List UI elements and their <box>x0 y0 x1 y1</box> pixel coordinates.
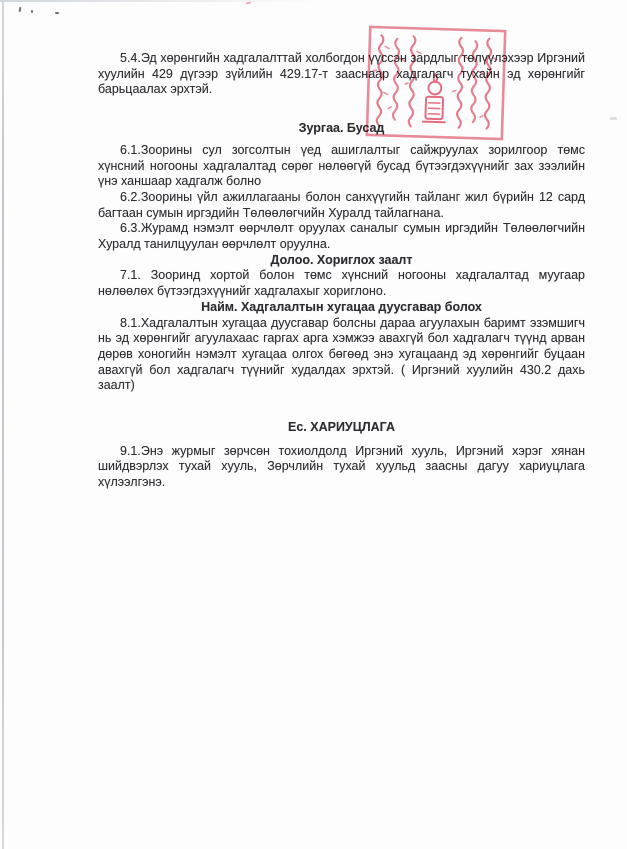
clause-8-1: 8.1.Хадгалалтын хугацаа дуусгавар болсны дараа агуулахын баримт эзэмшигч нь эд хөрөнгийг агуулахаас гаргах арга хэмжээ авахгүй бол хадгалагч түүнд арван дөрөв хоногийн нэмэлт хугацаа олгох бөгөөд энэ хугацаанд эд хөрөнгийг буцаан авахгүй бол хадгалагч түүнийг худалдах эрхтэй. ( Иргэний хуулийн 430.2 дахь заалт) <box>98 315 585 393</box>
scan-edge-artifact-top <box>0 0 320 2</box>
scan-smudge <box>610 117 617 120</box>
clause-7-1: 7.1. Зооринд хортой болон төмс хүнсний ногооны хадгалалтад муугаар нөлөөлөх бүтээгдэхүүнийг хадгалахыг хориглоно. <box>98 268 585 299</box>
red-ink-speck <box>246 2 251 5</box>
section-heading-nine: Ес. ХАРИУЦЛАГА <box>288 420 395 435</box>
pencil-speck <box>19 7 22 12</box>
clause-6-2: 6.2.Зоорины үйл ажиллагааны болон санхүүгийн тайланг жил бүрийн 12 сард багтаан сумын иргэдийн Төлөөлөгчийн Хуралд тайлагнана. <box>98 189 585 220</box>
pencil-speck <box>31 10 33 13</box>
clause-6-1: 6.1.Зоорины сул зогсолтын үед ашиглалтыг сайжруулах зорилгоор төмс хүнсний ногооны хадгалалтад сөрөг нөлөөгүй бусад бүтээгдэхүүнийг зах зээлийн үнэ ханшаар хадгалж болно <box>98 142 585 189</box>
section-heading-eight: Найм. Хадгалалтын хугацаа дуусгавар болох <box>201 299 482 314</box>
section-heading-six: Зургаа. Бусад <box>298 121 385 136</box>
clause-9-1: 9.1.Энэ журмыг зөрчсөн тохиолдолд Иргэний хууль, Иргэний хэрэг хянан шийдвэрлэх тухай хууль, Зөрчлийн тухай хуульд заасны дагуу хариуцлага хүлээлгэнэ. <box>98 443 585 490</box>
pencil-speck <box>55 12 59 14</box>
scan-edge-artifact-left <box>2 0 4 849</box>
clause-5-4: 5.4.Эд хөрөнгийн хадгалалттай холбогдон үүссэн зардлыг төлүүлэхээр Иргэний хуулийн 429 дүгээр зүйлийн 429.17-т зааснаар хадгалагч тухайн эд хөрөнгийг барьцаалах эрхтэй. <box>98 51 585 97</box>
document-text-block <box>98 51 585 491</box>
clause-6-3: 6.3.Журамд нэмэлт өөрчлөлт оруулах саналыг сумын иргэдийн Төлөөлөгчийн Хуралд танилцуулан өөрчлөлт оруулна. <box>98 221 585 252</box>
section-heading-seven: Долоо. Хориглох заалт <box>270 252 413 267</box>
